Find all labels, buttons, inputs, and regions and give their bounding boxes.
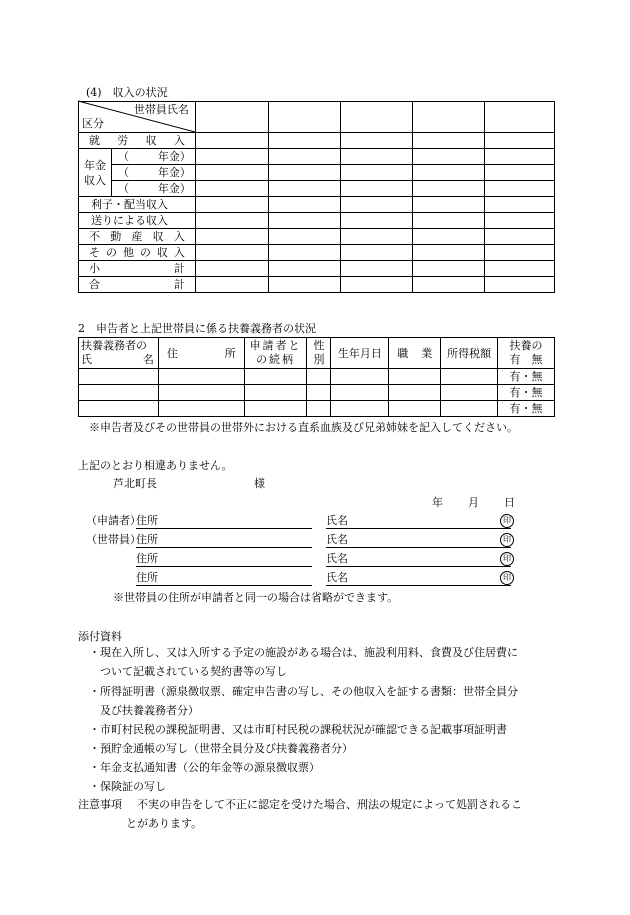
header-address: 住 所 (158, 338, 244, 369)
income-cell[interactable] (485, 133, 555, 149)
member-name-line[interactable] (326, 566, 511, 567)
member-name-line[interactable] (326, 585, 511, 586)
row-pension-1 (79, 149, 555, 165)
income-cell[interactable] (485, 149, 555, 165)
income-cell[interactable] (485, 261, 555, 277)
income-cell[interactable] (268, 197, 340, 213)
section4-title: (4) 収入の状況 (86, 86, 168, 99)
row-pension-3 (79, 181, 555, 197)
sama-label: 様 (254, 477, 265, 490)
dep-cell[interactable] (244, 369, 307, 385)
dep-cell[interactable] (441, 401, 498, 417)
dep-cell[interactable] (158, 385, 244, 401)
dep-cell[interactable] (158, 369, 244, 385)
income-cell[interactable] (195, 133, 268, 149)
member-address-line[interactable] (136, 566, 312, 567)
date-year: 年 (432, 496, 443, 509)
dep-cell[interactable] (158, 401, 244, 417)
support-yes-no[interactable]: 有・無 (498, 401, 555, 417)
income-header-cell (79, 102, 196, 133)
dep-cell[interactable] (79, 401, 159, 417)
dep-cell[interactable] (389, 369, 441, 385)
income-cell[interactable] (268, 229, 340, 245)
support-yes-no[interactable]: 有・無 (498, 369, 555, 385)
row-employment (79, 133, 555, 149)
income-cell[interactable] (195, 229, 268, 245)
income-cell[interactable] (413, 149, 485, 165)
label-other: そ の 他 の 収 入 (79, 245, 196, 261)
dep-cell[interactable] (307, 369, 331, 385)
section2-title: 2 申告者と上記世帯員に係る扶養義務者の状況 (78, 322, 316, 335)
income-cell[interactable] (413, 245, 485, 261)
applicant-name-line[interactable] (326, 528, 511, 529)
header-supporter-name: 扶養義務者の 氏 名 (79, 338, 159, 369)
income-cell[interactable] (268, 261, 340, 277)
dep-cell[interactable] (79, 385, 159, 401)
member-name-line[interactable] (326, 547, 511, 548)
income-cell[interactable] (195, 245, 268, 261)
label-total: 合 計 (79, 277, 196, 293)
member-name-label: 氏名 (326, 552, 348, 565)
income-cell[interactable] (413, 165, 485, 181)
income-cell[interactable] (413, 277, 485, 293)
member-name-cell[interactable] (413, 102, 485, 133)
section2-note: ※申告者及びその世帯員の世帯外における直系血族及び兄弟姉妹を記入してください。 (89, 421, 518, 434)
income-cell[interactable] (340, 229, 413, 245)
header-tax: 所得税額 (441, 338, 498, 369)
dep-cell[interactable] (331, 401, 389, 417)
label-pension-type[interactable]: （ 年金） (111, 165, 195, 181)
row-other (79, 245, 555, 261)
declaration-statement: 上記のとおり相違ありません。 (78, 459, 233, 472)
seal-icon: 印 (500, 533, 514, 547)
applicant-address-line[interactable] (136, 528, 312, 529)
income-cell[interactable] (340, 165, 413, 181)
member-address-label: 住所 (136, 571, 158, 584)
label-remittance: 送りによる収入 (79, 213, 196, 229)
income-header-row (79, 102, 555, 133)
member-address-line[interactable] (136, 547, 312, 548)
income-cell[interactable] (268, 133, 340, 149)
income-cell[interactable] (268, 213, 340, 229)
mayor-label: 芦北町長 (113, 477, 157, 490)
seal-icon: 印 (500, 571, 514, 585)
caution-text: 不実の申告をして不正に認定を受けた場合、刑法の規定によって処罰されるこ (137, 798, 522, 811)
dep-cell[interactable] (244, 401, 307, 417)
attachments-title: 添付資料 (78, 630, 122, 643)
dependents-row (79, 401, 555, 417)
row-remittance (79, 213, 555, 229)
header-sex: 性 別 (307, 338, 331, 369)
dep-cell[interactable] (307, 385, 331, 401)
dep-cell[interactable] (331, 369, 389, 385)
income-table (78, 101, 555, 293)
income-cell[interactable] (340, 197, 413, 213)
income-cell[interactable] (268, 245, 340, 261)
dep-cell[interactable] (79, 369, 159, 385)
income-cell[interactable] (485, 213, 555, 229)
member-address-label: 住所 (136, 533, 158, 546)
attachment-item-cont: ついて記載されている契約書等の写し (100, 665, 287, 678)
seal-icon: 印 (500, 514, 514, 528)
applicant-address-label: 住所 (136, 514, 158, 527)
header-category: 区分 (82, 117, 104, 130)
attachment-item: ・年金支払通知書（公的年金等の源泉徴収票） (89, 761, 320, 774)
income-cell[interactable] (413, 133, 485, 149)
income-cell[interactable] (413, 181, 485, 197)
dependents-row (79, 385, 555, 401)
dependents-row (79, 369, 555, 385)
label-subtotal: 小 計 (79, 261, 196, 277)
member-name-label: 氏名 (326, 533, 348, 546)
attachment-item: ・現在入所し、又は入所する予定の施設がある場合は、施設利用料、食費及び住居費に (89, 646, 518, 659)
income-cell[interactable] (485, 181, 555, 197)
row-real-estate (79, 229, 555, 245)
dep-cell[interactable] (389, 385, 441, 401)
income-cell[interactable] (485, 277, 555, 293)
member-name-cell[interactable] (340, 102, 413, 133)
attachment-item: ・所得証明書（源泉徴収票、確定申告書の写し、その他収入を証する書類：世帯全員分 (89, 685, 518, 698)
dep-cell[interactable] (389, 401, 441, 417)
income-cell[interactable] (195, 149, 268, 165)
member-name-cell[interactable] (485, 102, 555, 133)
dep-cell[interactable] (331, 385, 389, 401)
header-member-name: 世帯員氏名 (133, 103, 189, 116)
income-cell[interactable] (268, 181, 340, 197)
income-cell[interactable] (340, 261, 413, 277)
attachment-item: ・預貯金通帳の写し（世帯全員分及び扶養義務者分） (89, 742, 353, 755)
income-cell[interactable] (413, 197, 485, 213)
income-cell[interactable] (195, 277, 268, 293)
dep-cell[interactable] (441, 385, 498, 401)
support-yes-no[interactable]: 有・無 (498, 385, 555, 401)
income-cell[interactable] (413, 213, 485, 229)
label-dividends: 利子・配当収入 (79, 197, 196, 213)
member-address-label: 住所 (136, 552, 158, 565)
dependents-table (78, 337, 555, 417)
attachment-item: ・保険証の写し (89, 780, 166, 793)
member-name-label: 氏名 (326, 571, 348, 584)
label-pension-type[interactable]: （ 年金） (111, 149, 195, 165)
income-cell[interactable] (195, 165, 268, 181)
attachment-item: ・市町村民税の課税証明書、又は市町村民税の課税状況が確認できる記載事項証明書 (89, 723, 507, 736)
income-cell[interactable] (485, 165, 555, 181)
dep-cell[interactable] (307, 401, 331, 417)
member-address-line[interactable] (136, 585, 312, 586)
income-cell[interactable] (340, 149, 413, 165)
member-name-cell[interactable] (268, 102, 340, 133)
income-cell[interactable] (195, 213, 268, 229)
declaration-note: ※世帯員の住所が申請者と同一の場合は省略ができます。 (113, 591, 399, 604)
row-dividends (79, 197, 555, 213)
income-cell[interactable] (485, 229, 555, 245)
label-pension-group: 年金 収入 (79, 149, 112, 197)
income-cell[interactable] (195, 181, 268, 197)
income-cell[interactable] (340, 245, 413, 261)
dependents-header-row (79, 338, 555, 369)
member-name-cell[interactable] (195, 102, 268, 133)
label-real-estate: 不 動 産 収 入 (79, 229, 196, 245)
attachment-item-cont: 及び扶養義務者分） (100, 704, 199, 717)
date-month: 月 (468, 496, 479, 509)
income-cell[interactable] (413, 261, 485, 277)
caution-label: 注意事項 (78, 798, 122, 811)
income-cell[interactable] (195, 261, 268, 277)
caution-text-cont: とがあります。 (126, 817, 203, 830)
income-cell[interactable] (340, 181, 413, 197)
applicant-label: （申請者） (86, 514, 141, 527)
income-cell[interactable] (340, 133, 413, 149)
applicant-name-label: 氏名 (326, 514, 348, 527)
income-cell[interactable] (268, 277, 340, 293)
row-pension-2 (79, 165, 555, 181)
row-subtotal (79, 261, 555, 277)
member-label: （世帯員） (86, 533, 141, 546)
label-pension-type[interactable]: （ 年金） (111, 181, 195, 197)
income-cell[interactable] (485, 197, 555, 213)
header-support: 扶養の 有 無 (498, 338, 555, 369)
dep-cell[interactable] (244, 385, 307, 401)
income-cell[interactable] (485, 245, 555, 261)
header-relation: 申請者と の続柄 (244, 338, 307, 369)
date-day: 日 (504, 496, 515, 509)
row-total (79, 277, 555, 293)
header-occupation: 職 業 (389, 338, 441, 369)
income-cell[interactable] (340, 277, 413, 293)
income-cell[interactable] (413, 229, 485, 245)
header-birthdate: 生年月日 (331, 338, 389, 369)
income-cell[interactable] (268, 149, 340, 165)
label-employment: 就 労 収 入 (79, 133, 196, 149)
seal-icon: 印 (500, 552, 514, 566)
income-cell[interactable] (195, 197, 268, 213)
income-cell[interactable] (268, 165, 340, 181)
income-cell[interactable] (340, 213, 413, 229)
dep-cell[interactable] (441, 369, 498, 385)
